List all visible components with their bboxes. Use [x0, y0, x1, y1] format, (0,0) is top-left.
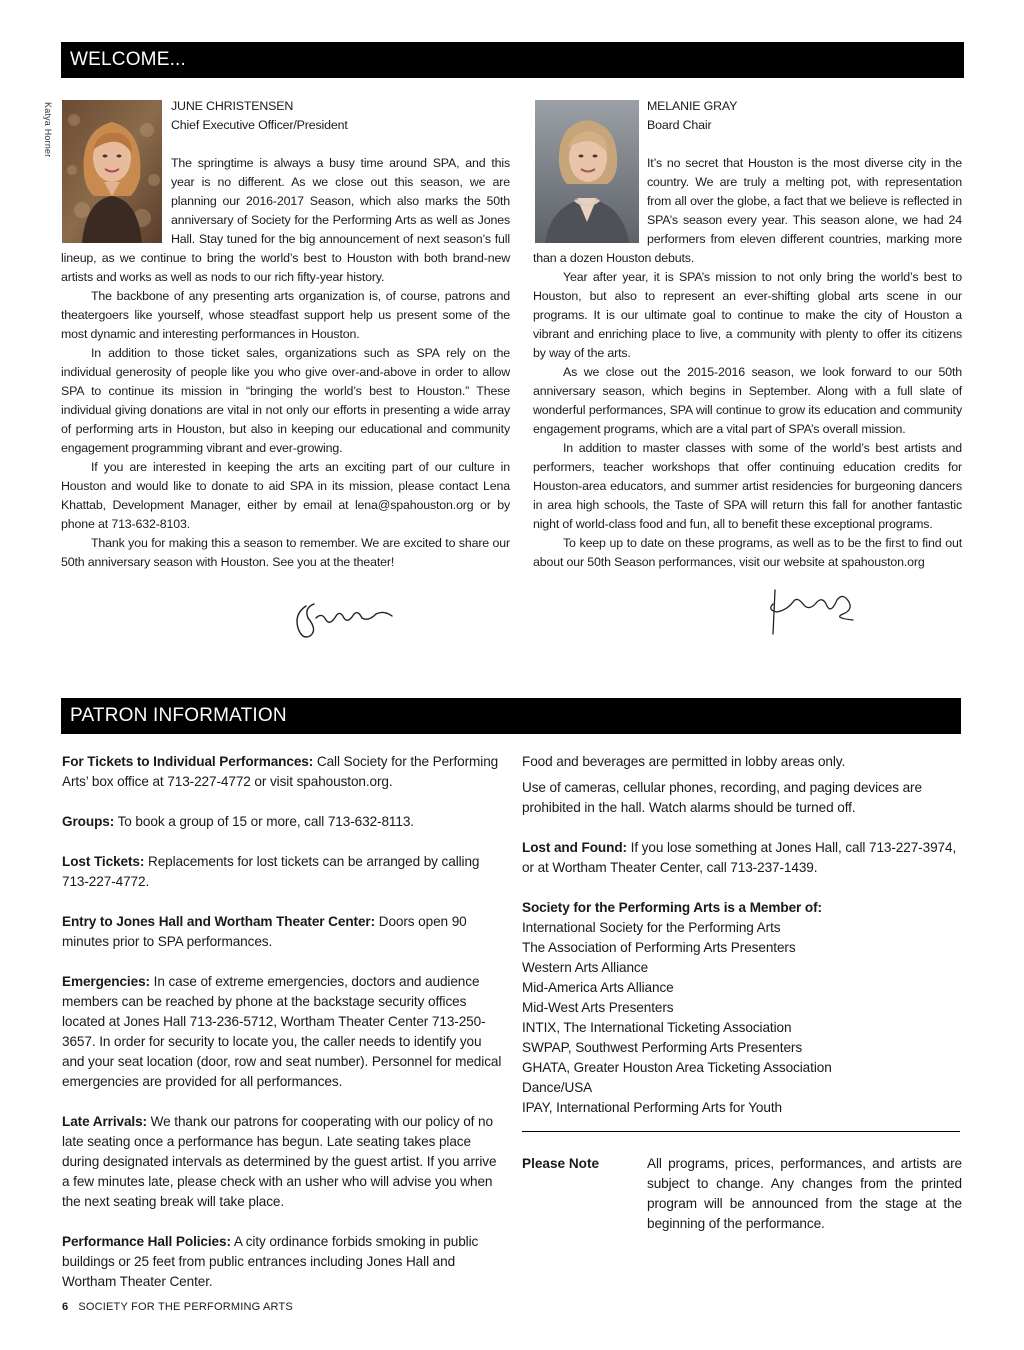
member-item: SWPAP, Southwest Performing Arts Presenters — [522, 1040, 803, 1055]
june-title: Chief Executive Officer/President — [171, 118, 348, 132]
please-note-text: All programs, prices, performances, and artists are subject to change. Any changes from the printed program will be announced from the stage at the beginning of the performance. — [647, 1156, 962, 1231]
cameras-info: Use of cameras, cellular phones, recording, and paging devices are prohibited in the hall. Watch alarms should be turned off. — [522, 780, 922, 815]
melanie-paragraph-4: In addition to master classes with some of the world’s best artists and performers, teacher workshops that offer continuing education credits for Houston-area educators, and summer artist residencies for burgeoning dancers in area high schools, the Taste of SPA will return this fall for another fantastic night of world-class food and fun, all to benefit these exceptional programs. — [533, 441, 962, 531]
please-note-label: Please Note — [522, 1156, 600, 1171]
welcome-heading: WELCOME... — [61, 42, 964, 78]
melanie-photo-spacer — [533, 97, 647, 247]
melanie-paragraph-1: It’s no secret that Houston is the most diverse city in the country. We are truly a melting pot, with representation from all over the globe, a fact that we believe is reflected in SPA’s season every year. This season alone, we had 24 performers from eleven different countries, marking more than a dozen Houston debuts. — [533, 156, 962, 265]
melanie-title: Board Chair — [647, 118, 712, 132]
member-item: Western Arts Alliance — [522, 960, 649, 975]
june-letter — [61, 97, 510, 572]
member-item: GHATA, Greater Houston Area Ticketing Association — [522, 1060, 832, 1075]
melanie-letter — [533, 97, 962, 572]
member-item: The Association of Performing Arts Presenters — [522, 940, 796, 955]
member-item: Dance/USA — [522, 1080, 593, 1095]
page-footer — [62, 1301, 293, 1313]
late-arrivals-info: Late Arrivals: We thank our patrons for cooperating with our policy of no late seating once a performance has begun. Late seating takes place during designated intervals as determined by the guest artist. If you arrive a few minutes late, please check with an usher who will advise you when the next seating break will take place. — [62, 1114, 497, 1209]
melanie-paragraph-2: Year after year, it is SPA’s mission to not only bring the world’s best to Houston, but also to represent an ever-shifting global arts scene in our programs. It is our ultimate goal to continue to make the city of Houston a vibrant and enriching place to live, a community with plenty to offer its citizens by way of the arts. — [533, 270, 962, 360]
lost-found-info: Lost and Found: If you lose something at Jones Hall, call 713-227-3974, or at Wortham Theater Center, call 713-237-1439. — [522, 840, 957, 875]
melanie-paragraph-5: To keep up to date on these programs, as well as to be the first to find out about our 50th Season performances, visit our website at spahouston.org — [533, 536, 962, 569]
lost-tickets-info: Lost Tickets: Replacements for lost tickets can be arranged by calling 713-227-4772. — [62, 854, 480, 889]
member-item: International Society for the Performing Arts — [522, 920, 781, 935]
june-signature — [288, 598, 398, 644]
section-divider — [522, 1131, 960, 1132]
member-item: Mid-West Arts Presenters — [522, 1000, 674, 1015]
june-name: JUNE CHRISTENSEN — [171, 99, 294, 113]
member-item: INTIX, The International Ticketing Association — [522, 1020, 792, 1035]
june-paragraph-1: The springtime is always a busy time around SPA, and this year is no different. As we close out this season, we are planning our 2016-2017 Season, which also marks the 50th anniversary of Society for the Performing Arts as well as Jones Hall. Stay tuned for the big announcement of next season’s full lineup, as we continue to bring the world’s best to Houston with both brand-new artists and works as well as nods to our rich fifty-year history. — [61, 156, 510, 284]
member-heading: Society for the Performing Arts is a Member of: — [522, 900, 822, 915]
june-paragraph-2: The backbone of any presenting arts organization is, of course, patrons and theatergoers like yourself, whose steadfast support help us present some of the most dynamic and interesting performances in Houston. — [61, 289, 510, 341]
melanie-name: MELANIE GRAY — [647, 99, 738, 113]
publication-name: SOCIETY FOR THE PERFORMING ARTS — [78, 1301, 293, 1313]
food-info: Food and beverages are permitted in lobby areas only. — [522, 754, 846, 769]
patron-info-right-column — [522, 752, 962, 1118]
june-paragraph-3: In addition to those ticket sales, organizations such as SPA rely on the individual generosity of people like you who give over-and-above in order to allow SPA to continue its mission in “bringing the world’s best to Houston.” These individual giving donations are vital in not only our efforts in presenting a wide array of performing arts in Houston, but also in keeping our educational and community engagement programming vibrant and ever-growing. — [61, 346, 510, 455]
member-list — [522, 918, 962, 1118]
groups-info: Groups: To book a group of 15 or more, call 713-632-8113. — [62, 814, 414, 829]
melanie-signature — [763, 584, 859, 636]
melanie-paragraph-3: As we close out the 2015-2016 season, we look forward to our 50th anniversary season, which begins in September. Along with a full slate of wonderful performances, SPA will continue to grow its education and community engagement programs, which are a vital part of SPA’s overall mission. — [533, 365, 962, 436]
june-paragraph-5: Thank you for making this a season to remember. We are excited to share our 50th anniversary season with Houston. See you at the theater! — [61, 536, 510, 569]
emergencies-info: Emergencies: In case of extreme emergencies, doctors and audience members can be reached by phone at the backstage security offices located at Jones Hall 713-236-5712, Wortham Theater Center 713-250-3657. In order for security to locate you, the caller needs to identify you and your seat location (door, row and seat number). Personnel for medical emergencies are provided for all performances. — [62, 974, 502, 1089]
entry-info: Entry to Jones Hall and Wortham Theater Center: Doors open 90 minutes prior to SPA performances. — [62, 914, 467, 949]
patron-info-left-column — [62, 752, 502, 1312]
member-item: Mid-America Arts Alliance — [522, 980, 674, 995]
june-paragraph-4: If you are interested in keeping the arts an exciting part of our culture in Houston and would like to donate to aid SPA in its mission, please contact Lena Khattab, Development Manager, either by email at lena@spahouston.org or by phone at 713-632-8103. — [61, 460, 510, 531]
photo-credit: Katya Horner — [43, 102, 53, 158]
tickets-info: For Tickets to Individual Performances: Call Society for the Performing Arts’ box office at 713-227-4772 or visit spahouston.org. — [62, 754, 499, 789]
patron-information-heading: PATRON INFORMATION — [61, 698, 961, 734]
june-photo-spacer — [61, 97, 171, 247]
page-number: 6 — [62, 1301, 69, 1313]
hall-policies-info: Performance Hall Policies: A city ordinance forbids smoking in public buildings or 25 feet from public entrances including Jones Hall and Wortham Theater Center. — [62, 1234, 479, 1289]
member-item: IPAY, International Performing Arts for Youth — [522, 1100, 782, 1115]
